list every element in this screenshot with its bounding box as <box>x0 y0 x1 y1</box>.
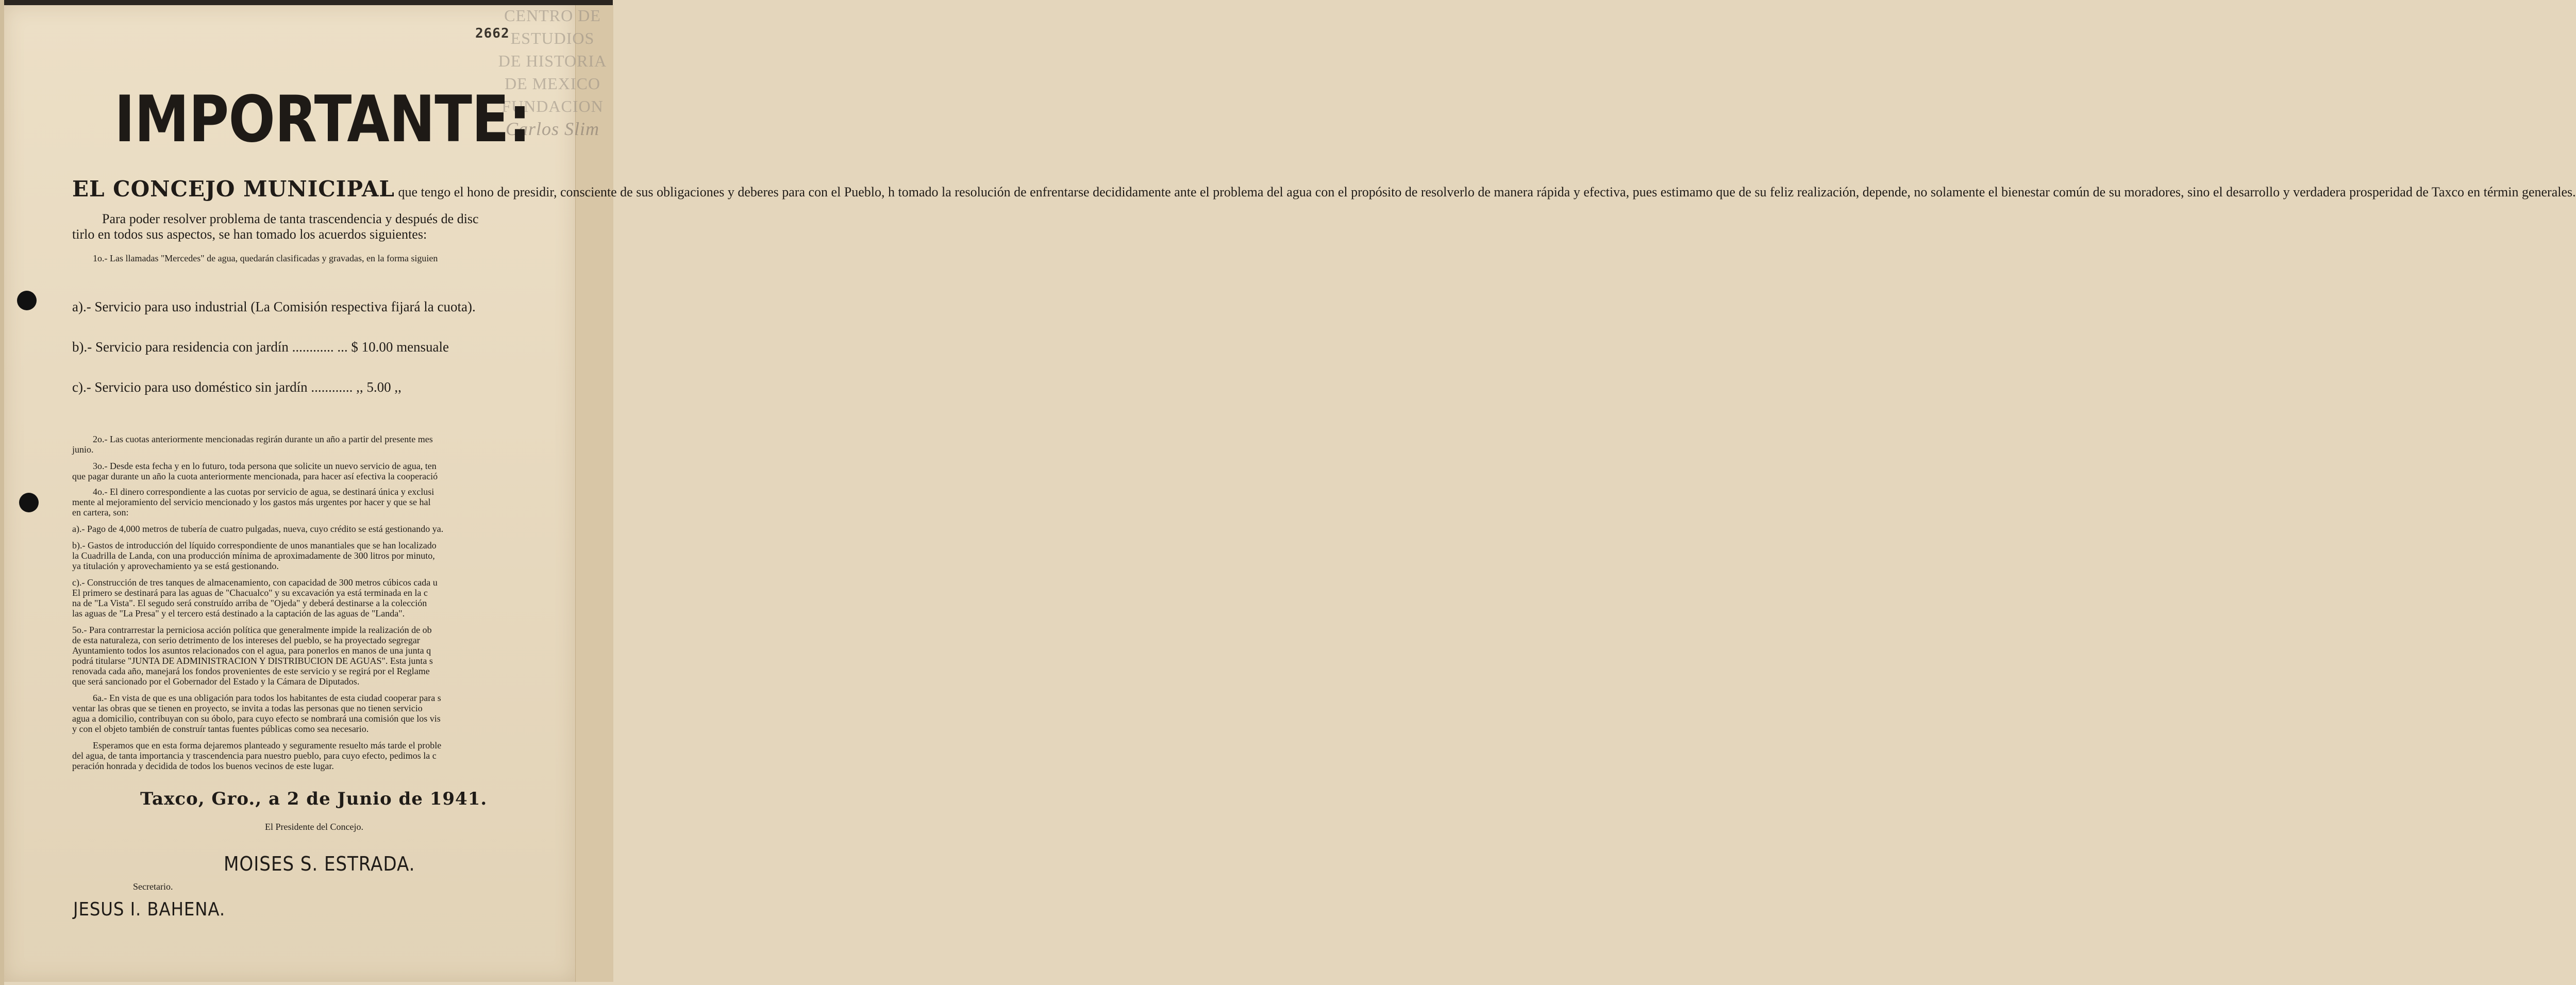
left-edge <box>0 0 4 985</box>
document-body <box>72 176 2576 771</box>
service-item: b).- Servicio para residencia con jardín ............ ... $ 10.00 mensuale <box>72 339 449 355</box>
document-number: 2662 <box>475 26 510 41</box>
paragraph-5o: 5o.- Para contrarrestar la perniciosa acción política que generalmente impide la realización de ob de esta naturaleza, con serio detrimento de los intereses del pueblo, se ha proyectado segregar Ayuntamiento todos los asuntos relacionados con el agua, para ponerlos en manos de una junta q podrá titularse "JUNTA DE ADMINISTRACION Y DISTRIBUCION DE AGUAS". Esta junta s renovada cada año, manejará los fondos provenientes de este servicio y se regirá por el Reglame que será sancionado por el Gobernador del Estado y la Cámara de Diputados. <box>72 625 433 687</box>
paragraph-6a: 6a.- En vista de que es una obligación para todos los habitantes de esta ciudad cooperar para s ventar las obras que se tienen en proyecto, se invita a todas las personas que no tienen servicio agua a domicilio, contribuyan con su óbolo, para cuyo efecto se nombrará una comisión que los vis y con el objeto también de construír tantas fuentes públicas como sea necesario. <box>72 693 441 734</box>
paragraph-4o-b: b).- Gastos de introducción del líquido correspondiente de unos manantiales que se han localizado la Cuadrilla de Landa, con una producción mínima de aproximadamente de 300 litros por minuto, ya titulación y aprovechamiento ya se está gestionando. <box>72 540 437 571</box>
closing-paragraph: Esperamos que en esta forma dejaremos planteado y seguramente resuelto más tarde el proble del agua, de tanta importancia y trascendencia para nuestro pueblo, para cuyo efecto, pedimos la c peración honrada y decidida de todos los buenos vecinos de este lugar. <box>72 740 442 771</box>
services-list <box>72 273 570 421</box>
paragraph-4o-c: c).- Construcción de tres tanques de almacenamiento, con capacidad de 300 metros cúbicos cada u El primero se destinará para las aguas de "Chacualco" y su excavación ya está terminada en la c na de "La Vista". El segudo será construído arriba de "Ojeda" y deberá destinarse a la colección las aguas de "La Presa" y el tercero está destinado a la captación de las aguas de "Landa". <box>72 577 438 619</box>
watermark-line: DE MEXICO <box>505 74 600 93</box>
intro-paragraph <box>72 176 2576 202</box>
service-item: a).- Servicio para uso industrial (La Comisión respectiva fijará la cuota). <box>72 299 476 314</box>
punch-hole-bottom <box>19 493 39 512</box>
paper-right-strip <box>575 5 613 982</box>
paragraph-4o: 4o.- El dinero correspondiente a las cuotas por servicio de agua, se destinará única y exclusi mente al mejoramiento del servicio mencionado y los gastos más urgentes por hacer y que se hal en cartera, son: <box>72 487 434 517</box>
watermark-line: CENTRO DE <box>504 6 601 25</box>
president-label: El Presidente del Concejo. <box>265 822 363 832</box>
service-item: c).- Servicio para uso doméstico sin jardín ............ ,, 5.00 ,, <box>72 379 402 395</box>
intro-heading: EL CONCEJO MUNICIPAL <box>72 176 395 202</box>
president-name: MOISES S. ESTRADA. <box>224 853 415 875</box>
intro-text: que tengo el hono de presidir, consciente de sus obligaciones y deberes para con el Pueblo, h tomado la resolución de enfrentarse decididamente ante el problema del agua con el propósito de resolverlo de manera rápida y efectiva, pues estimamo que de su feliz realización, depende, no solamente el bienestar común de su moradores, sino el desarrollo y verdadera prosperidad de Taxco en términ generales. <box>394 185 2576 199</box>
paragraph-4o-a: a).- Pago de 4,000 metros de tubería de cuatro pulgadas, nueva, cuyo crédito se está gestionando ya. <box>72 524 444 534</box>
watermark-line: DE HISTORIA <box>498 52 607 70</box>
punch-hole-top <box>17 291 37 310</box>
lead-paragraph: Para poder resolver problema de tanta trascendencia y después de disc tirlo en todos sus aspectos, se han tomado los acuerdos siguientes: <box>72 211 479 242</box>
date-line: Taxco, Gro., a 2 de Junio de 1941. <box>140 789 488 809</box>
watermark-signature: Carlos Slim <box>505 119 600 139</box>
paragraph-2o: 2o.- Las cuotas anteriormente mencionadas regirán durante un año a partir del presente mes junio. <box>72 434 433 455</box>
watermark-line: ESTUDIOS <box>510 29 595 47</box>
watermark-line: FUNDACION <box>501 97 604 115</box>
item-1-intro: 1o.- Las llamadas "Mercedes" de agua, quedarán clasificadas y gravadas, en la forma siguien <box>93 253 438 263</box>
page-title: IMPORTANTE: <box>114 82 530 157</box>
secretary-label: Secretario. <box>133 881 173 892</box>
secretary-name: JESUS I. BAHENA. <box>73 899 226 920</box>
paragraph-3o: 3o.- Desde esta fecha y en lo futuro, toda persona que solicite un nuevo servicio de agua, ten que pagar durante un año la cuota anteriormente mencionada, para hacer así efectiva la cooperació <box>72 461 438 481</box>
